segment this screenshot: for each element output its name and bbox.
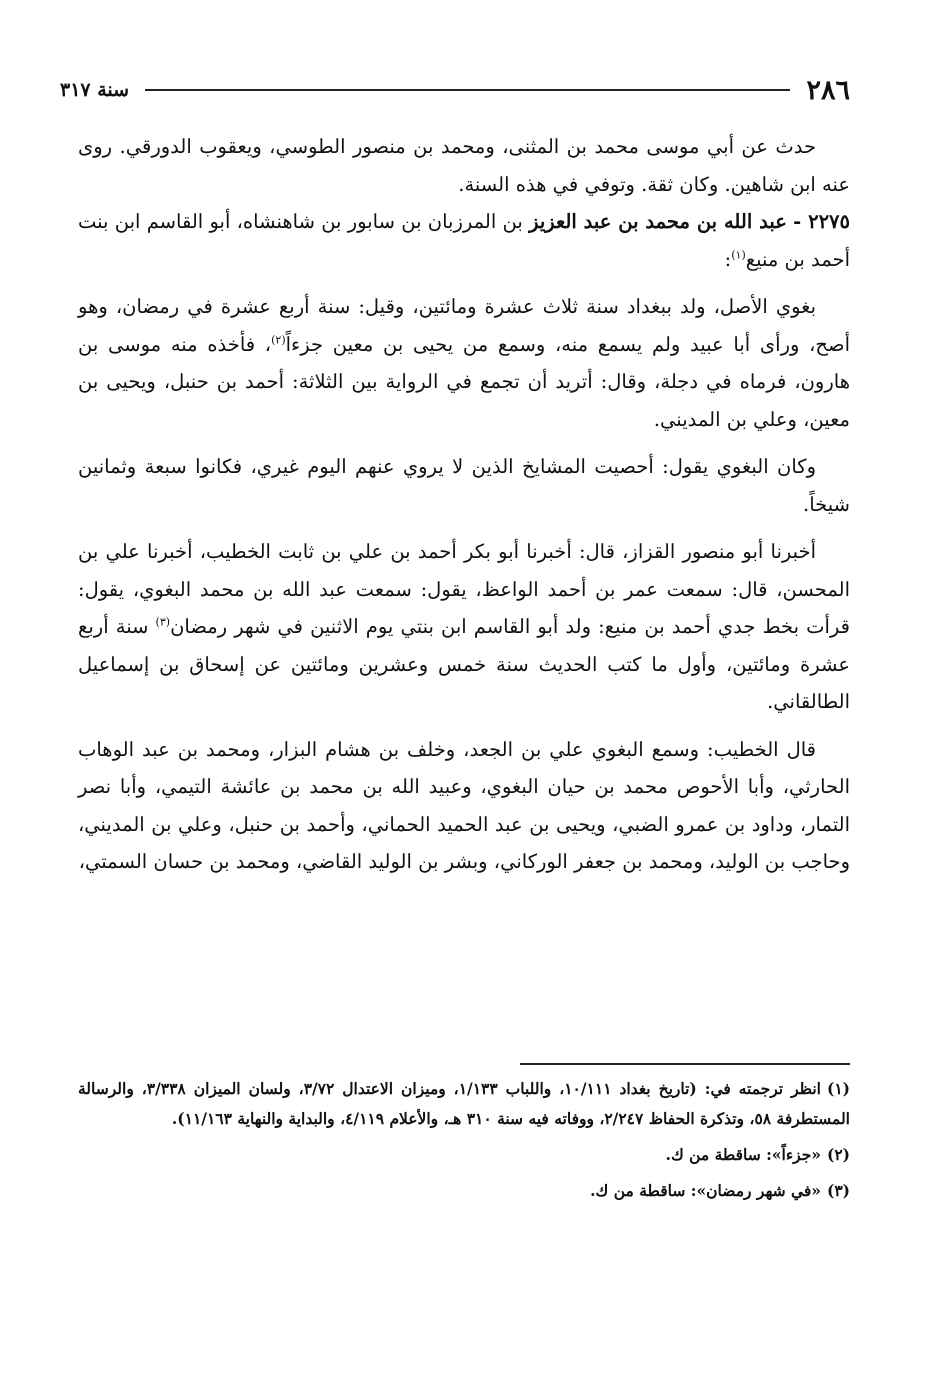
entry-name: عبد الله بن محمد بن عبد العزيز: [529, 210, 787, 233]
paragraph: [78, 128, 850, 203]
footnote-number: (٣): [826, 1181, 850, 1200]
paragraph-text: حدث عن أبي موسى محمد بن المثنى، ومحمد بن منصور الطوسي، ويعقوب الدورقي. روى عنه ابن شاهين. وكان ثقة. وتوفي في هذه السنة.: [78, 135, 850, 196]
page-number: ٢٨٦: [806, 74, 850, 106]
entry-lineage: بن المرزبان بن سابور بن شاهنشاه، أبو القاسم ابن بنت أحمد بن منيع: [78, 210, 850, 271]
paragraph: [78, 448, 850, 523]
header-rule: [145, 89, 790, 91]
entry-end: :: [724, 247, 732, 271]
footnote-ref: (٢): [271, 333, 286, 346]
paragraph: [78, 731, 850, 881]
footnote-number: (١): [826, 1079, 850, 1098]
footnote-text: «في شهر رمضان»: ساقطة من ك.: [590, 1181, 821, 1200]
footnote-number: (٢): [826, 1145, 850, 1164]
paragraph: [78, 533, 850, 721]
paragraph-text: وكان البغوي يقول: أحصيت المشايخ الذين لا يروي عنهم اليوم غيري، فكانوا سبعة وثمانين شيخاً.: [78, 455, 850, 516]
body-text: [78, 128, 850, 881]
footnote-text: «جزءاً»: ساقطة من ك.: [665, 1145, 821, 1164]
paragraph-text: سنة أربع عشرة ومائتين، وأول ما كتب الحديث سنة خمس وعشرين ومائتين عن إسحاق بن إسماعيل الطالقاني.: [78, 615, 850, 713]
biography-entry-heading: [78, 203, 850, 278]
footnote: [78, 1176, 850, 1206]
paragraph-text: ، فأخذه منه موسى بن هارون، فرماه في دجلة، وقال: أتريد أن تجمع في الرواية بين الثلاثة: أحمد بن حنبل، ويحيى بن معين، وعلي بن المديني.: [78, 332, 850, 431]
paragraph-text: قال الخطيب: وسمع البغوي علي بن الجعد، وخلف بن هشام البزار، ومحمد بن عبد الوهاب الحارثي، وأبا الأحوص محمد بن حيان البغوي، وعبيد الله بن محمد بن عائشة التيمي، وأبا نصر التمار، وداود بن عمرو الضبي، ويحيى بن عبد الحميد الحماني، وأحمد بن حنبل، وعلي بن المديني، وحاجب بن الوليد، ومحمد بن جعفر الوركاني، وبشر بن الوليد القاضي، ومحمد بن حسان السمتي،: [78, 737, 850, 873]
footnote-separator: [520, 1063, 850, 1065]
footnote-text: انظر ترجمته في: (تاريخ بغداد ١٠/١١١، واللباب ١/١٣٣، وميزان الاعتدال ٣/٧٢، ولسان الميزان ٣/٣٣٨، والرسالة المستطرفة ٥٨، وتذكرة الحفاظ ٢/٢٤٧، ووفاته فيه سنة ٣١٠ هـ، والأعلام ٤/١١٩، والبداية والنهاية ١١/١٦٣).: [78, 1079, 850, 1128]
entry-number: ٢٢٧٥ -: [793, 210, 851, 233]
footnote-ref: (١): [731, 248, 746, 261]
running-head: سنة ٣١٧: [60, 79, 130, 101]
footnote: [78, 1074, 850, 1134]
paragraph: [78, 288, 850, 438]
footnote: [78, 1140, 850, 1170]
paragraph-text: بغوي الأصل، ولد ببغداد سنة ثلاث عشرة ومائتين، وقيل: سنة أربع عشرة في رمضان، وهو أصح، ورأى أبا عبيد ولم يسمع منه، وسمع من يحيى بن معين جزءاً: [78, 295, 850, 356]
paragraph-text: أخبرنا أبو منصور القزاز، قال: أخبرنا أبو بكر أحمد بن علي بن ثابت الخطيب، أخبرنا علي بن المحسن، قال: سمعت عمر بن أحمد الواعظ، يقول: سمعت عبد الله بن محمد البغوي، يقول: قرأت بخط جدي أحمد بن منيع: ولد أبو القاسم ابن بنتي يوم الاثنين في شهر رمضان: [78, 540, 851, 638]
footnote-ref: (٣): [155, 615, 171, 629]
footnotes: [78, 1074, 850, 1206]
page-header: [60, 72, 850, 108]
